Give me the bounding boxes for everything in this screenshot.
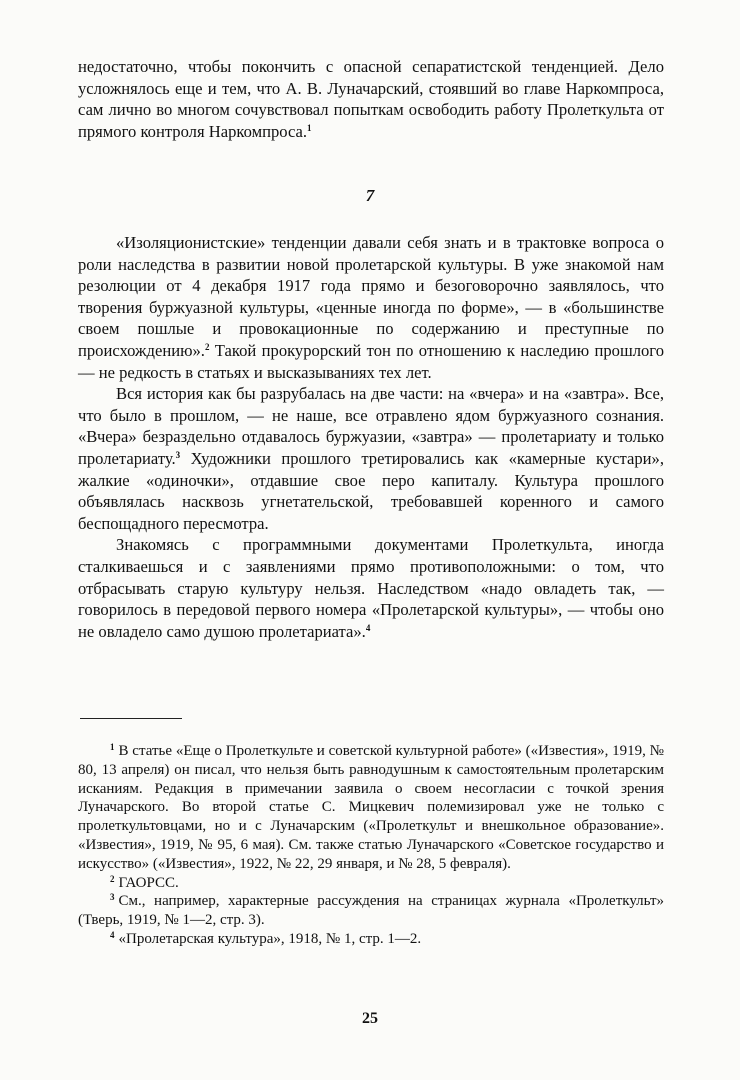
footnote [78,930,664,949]
paragraph: Вся история как бы разрубалась на две части: на «вчера» и на «завтра». Все, что было в прошлом, — не наше, все отравлено ядом буржуазного сознания. «Вчера» безраздельно отдавалось буржуазии, «завтра» — пролетариату и только пролетариату.$^3$ Художники прошлого третировались как «камерные кустари», жалкие «одиночки», отдавшие свое перо капиталу. Культура прошлого объявлялась насквозь угнетательской, требовавшей коренного и самого беспощадного пересмотра. [78,384,664,533]
footnote-ref-1: 1 [307,122,312,133]
footnote-ref-4: 4 [365,622,371,633]
footnote [78,892,664,930]
footnote-text: «Пролетарская культура», 1918, № 1, стр. 1—2. [118,930,422,947]
footnote [78,742,664,874]
footnote-text: В статье «Еще о Пролеткульте и советской культурной работе» («Известия», 1919, № 80, 13 апреля) он писал, что нельзя быть равнодушным к самостоятельным пролетарским исканиям. Редакция в примечании заявила о своем несогласии с точкой зрения Луначарского. Во второй статье С. Мицкевич полемизировал уже не только с пролеткультовцами, но и с Луначарским («Пролеткульт и внешкольное образование». «Известия», 1919, № 95, 6 мая). См. также статью Луначарского «Советское государство и искусство» («Известия», 1922, № 22, 29 января, и № 28, 5 февраля). [78,743,664,872]
top-paragraph-text: недостаточно, чтобы покончить с опасной сепаратистской тенденцией. Дело усложнялось еще и тем, что А. В. Луначарский, стоявший во главе Наркомпроса, сам лично во многом сочувствовал попыткам освободить работу Пролеткульта от прямого контроля Наркомпроса. [78,57,664,141]
footnote-text: См., например, характерные рассуждения на страницах журнала «Пролеткульт» (Тверь, 1919, № 1—2, стр. 3). [78,893,664,929]
footnote-mark: 3 [110,892,115,903]
paragraph: Знакомясь с программными документами Пролеткульта, иногда сталкиваешься и с заявлениями прямо противоположными: о том, что отбрасывать старую культуру нельзя. Наследством «надо овладеть так, — говорилось в передовой первого номера «Пролетарской культуры», — чтобы оно не овладело само душою пролетариата».$^4$ [78,535,664,641]
top-paragraph [78,56,664,142]
section-number: 7 [365,186,375,205]
main-text [78,232,664,642]
footnote-separator [80,718,182,719]
paragraph: «Изоляционистские» тенденции давали себя знать и в трактовке вопроса о роли наследства в развитии новой пролетарской культуры. В уже знакомой нам резолюции от 4 декабря 1917 года прямо и безоговорочно заявлялось, что творения буржуазной культуры, «ценные иногда по форме», — в «большинстве своем пошлые и провокационные по содержанию и преступные по происхождению».$^2$ Такой прокурорский тон по отношению к наследию прошлого — не редкость в статьях и высказываниях тех лет. [78,233,664,382]
footnote [78,874,664,893]
footnote-mark: 4 [110,929,115,940]
footnote-text: ГАОРСС. [118,874,179,891]
footnote-ref-2: 2 [204,341,210,352]
footnote-mark: 1 [110,742,115,752]
footnote-ref-3: 3 [175,449,181,460]
page-number: 25 [362,1010,378,1027]
footnote-mark: 2 [110,873,115,884]
footnotes [78,742,664,949]
